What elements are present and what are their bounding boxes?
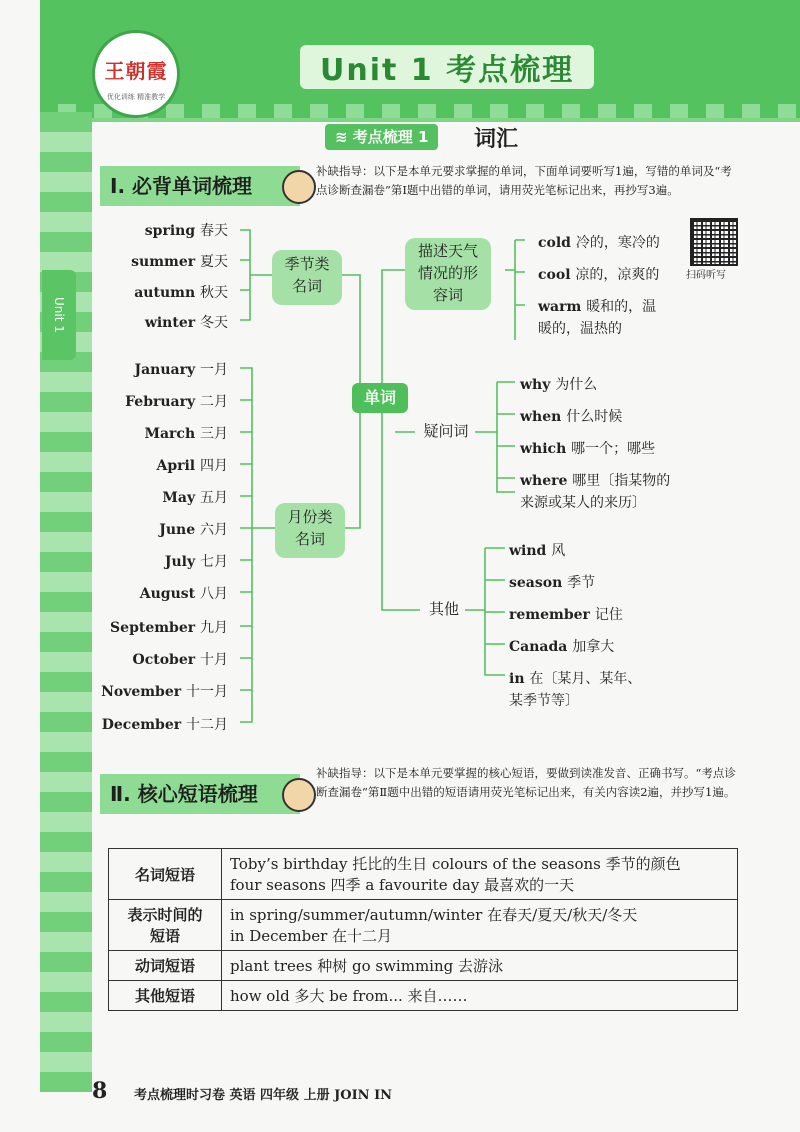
center-node: 单词: [352, 383, 408, 413]
other-word: wind 风: [509, 543, 566, 559]
month-word: July 七月: [164, 554, 228, 570]
season-word-summer: summer 夏天: [131, 254, 228, 270]
row-head: 名词短语: [109, 849, 222, 900]
month-word: May 五月: [162, 490, 228, 506]
row-content: plant trees 种树 go swimming 去游泳: [222, 951, 738, 981]
table-row: [109, 849, 738, 900]
phrase-table: [108, 848, 738, 1011]
question-word: when 什么时候: [520, 409, 623, 425]
month-word: March 三月: [144, 426, 228, 442]
month-word: August 八月: [139, 586, 228, 602]
month-word: February 二月: [125, 394, 228, 410]
vocab-note: 补缺指导：以下是本单元要求掌握的单词，下面单词要听写1遍，写错的单词及“考点诊断查漏卷”第Ⅰ题中出错的单词，请用荧光笔标记出来，再抄写3遍。: [316, 164, 732, 197]
month-word: October 十月: [132, 652, 228, 668]
other-word-cont: 某季节等〕: [509, 693, 579, 709]
table-row: [109, 951, 738, 981]
month-word: January 一月: [134, 362, 228, 378]
question-word-cont: 来源或某人的来历〕: [520, 495, 646, 511]
months-box: 月份类 名词: [275, 503, 345, 558]
month-word: June 六月: [159, 522, 228, 538]
seasons-box: 季节类 名词: [272, 250, 342, 305]
weather-word: warm 暖和的，温: [538, 299, 657, 315]
month-word: April 四月: [156, 458, 228, 474]
phrase-note: 补缺指导：以下是本单元要掌握的核心短语，要做到读准发音、正确书写。“考点诊断查漏卷”第Ⅱ题中出错的短语请用荧光笔标记出来，有关内容读2遍，并抄写1遍。: [316, 766, 736, 799]
season-word-winter: winter 冬天: [144, 315, 228, 331]
table-row: [109, 900, 738, 951]
season-word-autumn: autumn 秋天: [134, 285, 228, 301]
weather-word-cont: 暖的，温热的: [538, 321, 622, 337]
section-tag: ≋ 考点梳理 1: [325, 124, 438, 150]
question-word: why 为什么: [520, 377, 598, 393]
section-word: 词汇: [474, 127, 519, 152]
page-number: 8: [92, 1078, 108, 1104]
question-word: where 哪里〔指某物的: [520, 473, 671, 489]
row-content: in spring/summer/autumn/winter 在春天/夏天/秋天/冬天 in December 在十二月: [222, 900, 738, 951]
other-word: Canada 加拿大: [509, 639, 615, 655]
others-box: 其他: [428, 600, 459, 618]
vocab-heading: Ⅰ. 必背单词梳理: [100, 166, 300, 206]
weather-word: cold 冷的，寒冷的: [538, 235, 660, 251]
month-word: December 十二月: [101, 717, 228, 733]
weather-word: cool 凉的，凉爽的: [538, 267, 660, 283]
weather-box: 描述天气 情况的形 容词: [405, 238, 491, 310]
question-box: 疑问词: [423, 422, 469, 440]
phrase-heading: Ⅱ. 核心短语梳理: [100, 774, 300, 814]
other-word: remember 记住: [509, 607, 623, 623]
row-head: 其他短语: [109, 981, 222, 1011]
row-content: how old 多大 be from... 来自……: [222, 981, 738, 1011]
month-word: November 十一月: [101, 684, 228, 700]
page-title: Unit 1 考点梳理: [300, 45, 594, 89]
qr-label: 扫码听写: [686, 270, 726, 281]
other-word: in 在〔某月、某年、: [509, 671, 642, 687]
row-content: Toby’s birthday 托比的生日 colours of the seasons 季节的颜色 four seasons 四季 a favourite day 最喜欢的一天: [222, 849, 738, 900]
logo-subtitle: 优化训练 精准教学: [106, 93, 166, 101]
month-word: September 九月: [110, 620, 228, 636]
footer-text: 考点梳理时习卷 英语 四年级 上册 JOIN IN: [134, 1088, 393, 1103]
other-word: season 季节: [509, 575, 596, 591]
section-tag-label: 考点梳理 1: [352, 128, 429, 146]
side-tab: Unit 1: [42, 270, 76, 360]
student-face-icon: [282, 778, 316, 812]
row-head: 表示时间的 短语: [109, 900, 222, 951]
season-word-spring: spring 春天: [144, 223, 228, 239]
logo-text: 王朝霞: [104, 59, 168, 83]
question-word: which 哪一个；哪些: [520, 441, 656, 457]
row-head: 动词短语: [109, 951, 222, 981]
table-row: [109, 981, 738, 1011]
